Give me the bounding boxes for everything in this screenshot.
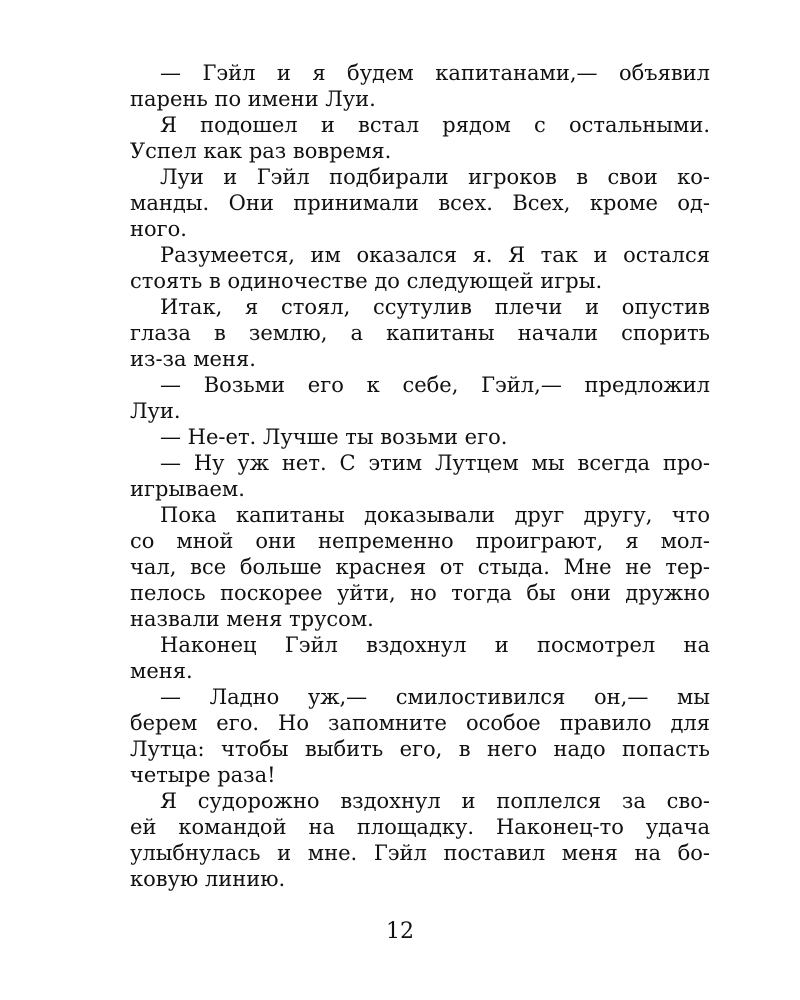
paragraph bbox=[130, 424, 710, 450]
text-line: Я подошел и встал рядом с остальными. bbox=[160, 113, 710, 137]
text-line: стоять в одиночестве до следующей игры. bbox=[130, 269, 603, 293]
paragraph bbox=[130, 684, 710, 788]
paragraph bbox=[130, 632, 710, 684]
text-line: ей командой на площадку. Наконец-то удача bbox=[130, 815, 710, 839]
text-line: — Возьми его к себе, Гэйл,— предложил bbox=[160, 373, 710, 397]
text-line: — Ну уж нет. С этим Лутцем мы всегда про- bbox=[160, 451, 710, 475]
paragraph bbox=[130, 372, 710, 424]
text-line: из-за меня. bbox=[130, 347, 256, 371]
text-line: глаза в землю, а капитаны начали спорить bbox=[130, 321, 710, 345]
text-line: берем его. Но запомните особое правило для bbox=[130, 711, 710, 735]
paragraph bbox=[130, 450, 710, 502]
page-number: 12 bbox=[386, 919, 414, 944]
text-line: парень по имени Луи. bbox=[130, 87, 376, 111]
text-line: Успел как раз вовремя. bbox=[130, 139, 392, 163]
paragraph bbox=[130, 112, 710, 164]
paragraph bbox=[130, 60, 710, 112]
text-line: ного. bbox=[130, 217, 187, 241]
text-line: меня. bbox=[130, 659, 193, 683]
paragraph bbox=[130, 294, 710, 372]
text-line: Разумеется, им оказался я. Я так и остался bbox=[160, 243, 710, 267]
text-line: Итак, я стоял, ссутулив плечи и опустив bbox=[160, 295, 710, 319]
text-line: — Гэйл и я будем капитанами,— объявил bbox=[160, 61, 710, 85]
text-line: Я судорожно вздохнул и поплелся за сво- bbox=[160, 789, 710, 813]
paragraph bbox=[130, 502, 710, 632]
text-line: Лутца: чтобы выбить его, в него надо попасть bbox=[130, 737, 710, 761]
text-line: пелось поскорее уйти, но тогда бы они дружно bbox=[130, 581, 710, 605]
text-line: Луи и Гэйл подбирали игроков в свои ко- bbox=[160, 165, 710, 189]
text-line: со мной они непременно проиграют, я мол- bbox=[130, 529, 710, 553]
text-line: Пока капитаны доказывали друг другу, что bbox=[160, 503, 710, 527]
text-line: чал, все больше краснея от стыда. Мне не тер- bbox=[130, 555, 710, 579]
text-line: ковую линию. bbox=[130, 867, 286, 891]
text-line: назвали меня трусом. bbox=[130, 607, 374, 631]
text-line: четыре раза! bbox=[130, 763, 276, 787]
paragraph bbox=[130, 788, 710, 892]
text-line: игрываем. bbox=[130, 477, 245, 501]
text-line: манды. Они принимали всех. Всех, кроме од- bbox=[130, 191, 710, 215]
text-line: Наконец Гэйл вздохнул и посмотрел на bbox=[160, 633, 710, 657]
text-line: — Ладно уж,— смилостивился он,— мы bbox=[160, 685, 710, 709]
text-line: — Не-ет. Лучше ты возьми его. bbox=[160, 425, 508, 449]
page-body bbox=[130, 60, 710, 892]
text-line: Луи. bbox=[130, 399, 181, 423]
text-line: улыбнулась и мне. Гэйл поставил меня на бо- bbox=[130, 841, 710, 865]
paragraph bbox=[130, 164, 710, 242]
paragraph bbox=[130, 242, 710, 294]
